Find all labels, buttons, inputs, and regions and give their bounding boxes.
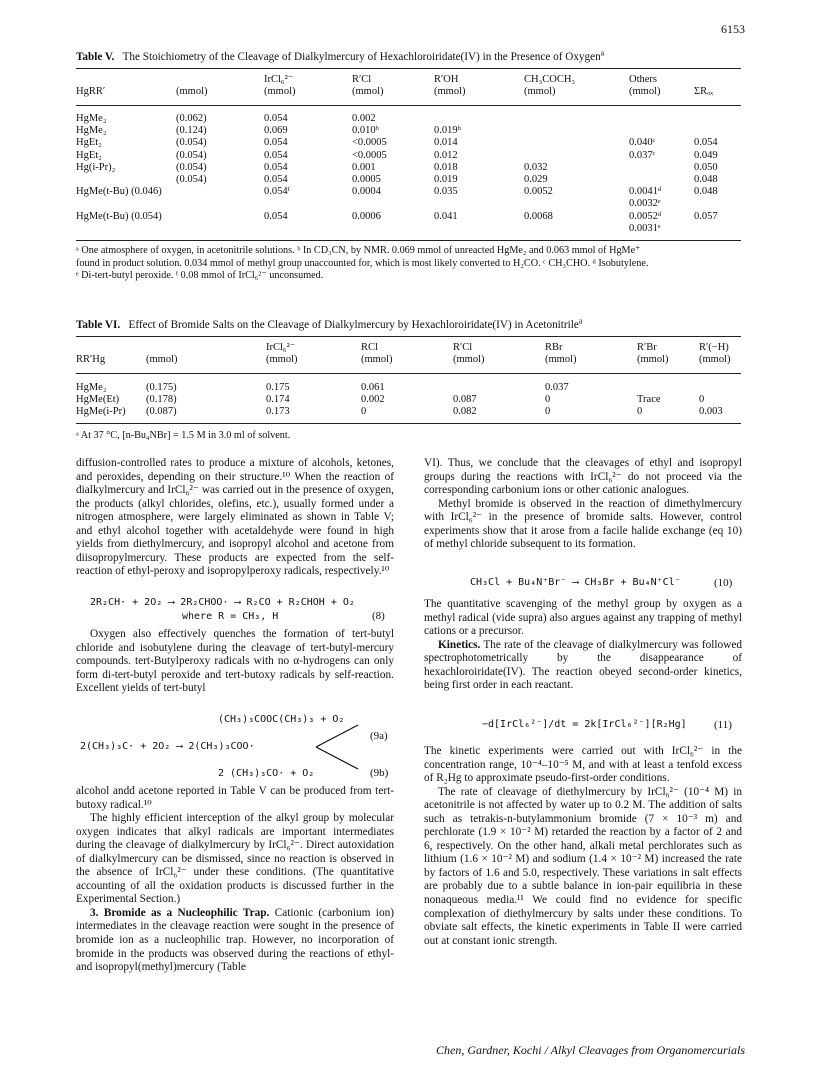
table5-header-cell: (mmol) <box>176 86 208 98</box>
table-cell: 0.0006 <box>352 210 381 222</box>
table6-header-cell: (mmol) <box>146 354 178 366</box>
equation-8-line2: where R = CH₃, H <box>182 611 279 622</box>
table6-header-cell: R′(−H) <box>699 342 729 353</box>
table-cell: 0.002 <box>352 113 376 124</box>
table-cell: HgMe₂ <box>76 382 107 393</box>
table-cell <box>264 198 352 210</box>
table6-label: Table VI. <box>76 319 121 331</box>
table-cell: 0.061 <box>361 382 385 393</box>
table-cell: HgMe₂ <box>76 125 107 137</box>
table-cell: 0.001 <box>352 161 376 173</box>
table-cell: 0.082 <box>453 406 477 418</box>
table-cell: HgMe(t-Bu) (0.054) <box>76 210 162 222</box>
table-cell: 0.173 <box>266 406 290 418</box>
table-cell: 0.054 <box>694 137 718 149</box>
table-cell: HgMe(Et) <box>76 394 120 406</box>
table6 <box>76 342 741 366</box>
right-column <box>424 457 742 552</box>
table-cell <box>524 125 629 137</box>
table5-header-cell: ΣRₒₓ <box>694 86 714 98</box>
table6-header-cell <box>146 342 266 354</box>
section-heading-bromide: 3. Bromide as a Nucleophilic Trap. <box>90 906 270 919</box>
table6-title-sup: a <box>578 316 583 326</box>
running-footer: Chen, Gardner, Kochi / Alkyl Cleavages from Organomercurials <box>436 1043 745 1057</box>
table-row <box>76 394 741 406</box>
table-cell <box>453 382 545 394</box>
table-cell <box>76 198 176 210</box>
table-cell: 0.0032ᵉ <box>629 198 661 210</box>
table5-header-cell: (mmol) <box>629 86 661 98</box>
table-row <box>76 186 741 198</box>
table-cell <box>699 382 741 394</box>
table6-header-row-bottom <box>76 354 741 366</box>
table-cell <box>176 186 264 198</box>
table-cell <box>524 223 629 235</box>
table-row <box>76 125 741 137</box>
table-row <box>76 382 741 394</box>
right-paragraph-6: The rate of cleavage of diethylmercury by IrCl₆²⁻ (10⁻⁴ M) in acetonitrile is not affected by water up to 0.2 M. The addition of salts such as tetrakis-n-butylammonium bromide (7 × 10⁻³ m) and perchlorate (1.9 × 10⁻² M) retarded the reaction by a factor of 2 and 6, respectively. On the other hand, alkali metal perchlorates such as lithium (1.6 × 10⁻² M) and sodium (1.4 × 10⁻² M) increased the rate by factors of 1.6 and 5.0, respectively. These variations in salt effects are probably due to a subtle balance in ion-pair equilibria in these nonaqueous media.¹¹ We could find no evidence for specific complexation of diethylmercury by salts under these conditions. To obviate salt effects, the kinetic experiments in Table II were carried out at constant ionic strength. <box>424 785 742 947</box>
table6-header-cell: (mmol) <box>637 354 669 366</box>
table-cell: 0 <box>545 394 551 406</box>
table-cell: 0.069 <box>264 125 288 137</box>
table-cell <box>524 113 629 125</box>
table6-header-rule <box>76 373 741 374</box>
table6-title: Effect of Bromide Salts on the Cleavage of Dialkylmercury by Hexachloroiridate(IV) in Acetonitrile <box>128 319 579 331</box>
table-cell: 0.010ᵇ <box>352 125 379 137</box>
table-cell <box>694 223 741 235</box>
table6-header-cell: (mmol) <box>361 354 393 366</box>
table6-bottom-rule <box>76 423 741 424</box>
table-cell: 0.054 <box>264 161 288 173</box>
table-cell: 0 <box>699 394 705 406</box>
table-cell: 0.0052ᵈ <box>629 210 662 222</box>
table-cell <box>434 113 524 125</box>
table-cell: 0.0041ᵈ <box>629 186 662 198</box>
table-cell: <0.0005 <box>352 137 387 149</box>
table-cell: 0 <box>361 406 367 418</box>
table-cell: 0.040ᶜ <box>629 137 656 149</box>
table6-header-cell: R′Cl <box>453 342 473 353</box>
equation-11-number: (11) <box>714 719 732 731</box>
table-cell <box>629 113 694 125</box>
table-row <box>76 211 741 223</box>
table5-header-cell: HgRR′ <box>76 86 106 98</box>
left-paragraph-1: diffusion-controlled rates to produce a mixture of alcohols, ketones, and peroxides, depending on their structure.¹⁰ When the reaction of dialkylmercury and IrCl₆²⁻ was carried out in the presence of oxygen, the products (alkyl chlorides, olefins, etc.), usually formed under a nitrogen atmosphere, were largely eliminated as shown in Table V; and ethyl alcohol together with acetaldehyde were found in high yields from diethylmercury, and isopropyl alcohol and acetone from diisopropylmercury. These products are expected from the self-reaction of ethyl-peroxy and isopropylperoxy radicals, respectively.¹⁰ <box>76 457 394 578</box>
table-cell: 0.037ᶜ <box>629 149 656 161</box>
table6-header-cell: RBr <box>545 342 563 353</box>
table-cell: 0.014 <box>434 137 458 149</box>
left-paragraph-5 <box>76 907 394 975</box>
equation-9b-number: (9b) <box>370 767 389 779</box>
left-paragraph-4: The highly efficient interception of the alkyl group by molecular oxygen indicates that alkyl radicals are important intermediates during the cleavage of dialkylmercury by IrCl₆²⁻. Direct autoxidation of dialkylmercury can be dismissed, since no reaction is observed in the absence of IrCl₆²⁻ under these conditions. (The quantitative accounting of all the oxidation products is discussed further in the Experimental Section.) <box>76 812 394 906</box>
table-cell: 0.018 <box>434 161 458 173</box>
table-cell <box>637 382 699 394</box>
table-cell: 0 <box>637 406 643 418</box>
table-cell: (0.054) <box>176 161 207 173</box>
table-cell: 0.019 <box>434 174 458 186</box>
table5-header-cell: Others <box>629 74 657 85</box>
table-cell <box>524 137 629 149</box>
table-cell: (0.054) <box>176 149 207 161</box>
table-cell <box>524 150 629 162</box>
table-cell: HgMe(i-Pr) <box>76 406 126 418</box>
table-row <box>76 150 741 162</box>
table-cell: (0.178) <box>146 394 177 406</box>
equation-11: −d[IrCl₆²⁻]/dt = 2k[IrCl₆²⁻][R₂Hg] <box>482 719 687 730</box>
table-row <box>76 137 741 149</box>
left-paragraph-2-wrap <box>76 628 394 696</box>
table-row <box>76 174 741 186</box>
table5-bottom-rule <box>76 240 741 241</box>
table-cell: 0.054 <box>264 174 288 186</box>
page-number: 6153 <box>721 22 745 36</box>
table5-label: Table V. <box>76 51 115 63</box>
table5-footnote-3: ᵉ Di-tert-butyl peroxide. ᶠ 0.08 mmol of IrCl₆²⁻ unconsumed. <box>76 270 324 282</box>
table-cell <box>694 198 741 210</box>
table-cell: 0.002 <box>361 394 385 406</box>
table5-header-cell: CH₃COCH₃ <box>524 74 576 85</box>
equation-10: CH₃Cl + Bu₄N⁺Br⁻ ⟶ CH₃Br + Bu₄N⁺Cl⁻ <box>470 577 681 588</box>
table-cell <box>434 198 524 210</box>
table-cell: 0.175 <box>266 382 290 393</box>
right-column-lower <box>424 745 742 948</box>
table-row <box>76 113 741 125</box>
table-cell: 0.032 <box>524 161 548 173</box>
table-cell: (0.175) <box>146 382 177 393</box>
table-cell <box>694 125 741 137</box>
table5-caption <box>76 50 604 64</box>
table-cell <box>434 223 524 235</box>
section-heading-kinetics: Kinetics. <box>438 638 481 651</box>
table-cell <box>76 174 176 186</box>
table6-footnote: ᵃ At 37 °C, [n-Bu₄NBr] = 1.5 M in 3.0 ml of solvent. <box>76 430 291 441</box>
right-paragraph-4-text: The rate of the cleavage of dialkylmercury was followed spectrophotometrically by the disappearance of hexachloroiridate(IV). The reaction obeyed second-order kinetics, being first order in each reactant. <box>424 638 742 692</box>
right-paragraph-2: Methyl bromide is observed in the reaction of dimethylmercury with IrCl₆²⁻ in the presence of bromide salts. However, control experiments show that it arose from a facile halide exchange (eq 10) of methyl chloride subsequent to its formation. <box>424 497 742 551</box>
table-cell: Hg(i-Pr)₂ <box>76 161 116 173</box>
right-paragraph-1: VI). Thus, we conclude that the cleavages of ethyl and isopropyl groups during the reactions with IrCl₆²⁻ do not proceed via the corresponding carbonium ions or other cationic analogues. <box>424 457 742 497</box>
table6-header-row-top <box>76 342 741 354</box>
table-cell: 0.049 <box>694 149 718 161</box>
table5 <box>76 74 741 98</box>
table-cell <box>524 198 629 210</box>
table5-header-rule <box>76 105 741 106</box>
table-cell <box>176 223 264 235</box>
table5-body <box>76 113 741 235</box>
table6-header-cell: (mmol) <box>266 354 298 366</box>
table5-header-cell: IrCl₆²⁻ <box>264 74 294 85</box>
table-cell <box>176 211 264 223</box>
table6-header-cell: (mmol) <box>699 354 731 366</box>
table-cell <box>694 113 741 125</box>
table-cell: 0.054 <box>264 137 288 149</box>
table-cell: HgMe(t-Bu) (0.046) <box>76 186 162 198</box>
table-cell: 0.0031ᵉ <box>629 222 661 234</box>
table5-header-cell: R′Cl <box>352 74 372 85</box>
left-column-lower <box>76 785 394 975</box>
table-cell <box>76 223 176 235</box>
table-cell: 0.035 <box>434 186 458 198</box>
table-cell: 0.050 <box>694 161 718 173</box>
equation-8-line1: 2R₂CH· + 2O₂ ⟶ 2R₂CHOO· ⟶ R₂CO + R₂CHOH + O₂ <box>90 597 355 608</box>
table-cell: 0.037 <box>545 382 569 393</box>
table-cell <box>629 162 694 174</box>
table-cell: 0.054 <box>264 149 288 161</box>
table-cell <box>352 223 434 235</box>
left-paragraph-2: Oxygen also effectively quenches the formation of tert-butyl chloride and isobutylene during the cleavage of tert-butyl-mercury compounds. tert-Butylperoxy radicals with no α-hydrogens can only form di-tert-butyl peroxide and tert-butoxy radicals by self-reaction. Excellent yields of tert-butyl <box>76 628 394 695</box>
table-cell: Trace <box>637 394 661 406</box>
table6-top-rule <box>76 336 741 337</box>
table-cell: 0.0004 <box>352 186 381 198</box>
table6-header-cell <box>76 342 146 354</box>
table-cell: 0.087 <box>453 394 477 406</box>
table-cell: 0.0052 <box>524 186 553 198</box>
table-cell: 0.054 <box>264 113 288 124</box>
table-cell: 0.041 <box>434 210 458 222</box>
table6-header-cell: IrCl₆²⁻ <box>266 342 296 353</box>
table-cell: HgEt₂ <box>76 137 102 149</box>
equation-8-number: (8) <box>372 610 385 622</box>
left-paragraph-3: alcohol andd acetone reported in Table V can be produced from tert-butoxy radical.¹⁰ <box>76 785 394 811</box>
table5-top-rule <box>76 68 741 69</box>
table6-caption <box>76 318 582 332</box>
table-cell: (0.062) <box>176 113 207 124</box>
table5-footnote-1: ᵃ One atmosphere of oxygen, in acetonitrile solutions. ᵇ In CD₃CN, by NMR. 0.069 mmol of unreacted HgMe₂ and 0.063 mmol of HgMe⁺ <box>76 245 641 256</box>
equation-9-left: 2(CH₃)₃C· + 2O₂ ⟶ 2(CH₃)₃COO· <box>80 741 255 752</box>
table-cell: 0 <box>545 406 551 418</box>
table5-header-cell: (mmol) <box>264 86 296 98</box>
table6-header-cell: RCl <box>361 342 378 353</box>
table-row <box>76 198 741 210</box>
table5-header-cell <box>694 74 741 86</box>
table5-header-row-top <box>76 74 741 86</box>
table6-header-cell: (mmol) <box>545 354 577 366</box>
equation-9-top: (CH₃)₃COOC(CH₃)₃ + O₂ <box>218 714 345 725</box>
table-row <box>76 162 741 174</box>
table-cell: (0.054) <box>176 137 207 149</box>
table-cell: 0.048 <box>694 174 718 186</box>
table-cell: <0.0005 <box>352 149 387 161</box>
table5-header-cell: (mmol) <box>524 86 556 98</box>
table-cell <box>264 223 352 235</box>
equation-9-branch-arrows <box>314 722 370 772</box>
table5-header-cell <box>76 74 176 86</box>
table6-header-cell: R′Br <box>637 342 657 353</box>
table-cell: 0.0068 <box>524 210 553 222</box>
table5-footnote-2: found in product solution. 0.034 mmol of methyl group unaccounted for, which is most likely converted to H₂CO. ᶜ CH₃CHO. ᵈ Isobutylene. <box>76 257 649 269</box>
table-cell: HgEt₂ <box>76 149 102 161</box>
table-cell <box>629 125 694 137</box>
table5-title-sup: a <box>600 48 605 58</box>
table-cell: (0.054) <box>176 174 207 186</box>
table-row <box>76 406 741 418</box>
table-cell: 0.003 <box>699 406 723 418</box>
left-column <box>76 457 394 579</box>
table6-body <box>76 382 741 419</box>
right-paragraph-5: The kinetic experiments were carried out with IrCl₆²⁻ in the concentration range, 10⁻⁴–10⁻⁵ M, and with at least a tenfold excess of R₂Hg to approximate pseudo-first-order conditions. <box>424 745 742 785</box>
table5-header-row-bottom <box>76 86 741 98</box>
table-cell <box>352 198 434 210</box>
equation-9-bottom: 2 (CH₃)₃CO· + O₂ <box>218 768 315 779</box>
table6-header-cell: RR′Hg <box>76 354 106 366</box>
table-cell: HgMe₂ <box>76 113 107 124</box>
table5-header-cell <box>176 74 264 86</box>
equation-9a-number: (9a) <box>370 730 388 742</box>
right-paragraph-4 <box>424 639 742 693</box>
table-cell: 0.174 <box>266 394 290 406</box>
right-column-middle <box>424 598 742 693</box>
table-cell: 0.048 <box>694 186 718 198</box>
right-paragraph-3: The quantitative scavenging of the methyl group by oxygen as a methyl radical (vide supra) also argues against any trapping of methyl cations or a precursor. <box>424 598 742 638</box>
table-cell: (0.124) <box>176 125 207 137</box>
table-cell: 0.057 <box>694 210 718 222</box>
table-cell: 0.019ᵇ <box>434 125 461 137</box>
table5-title: The Stoichiometry of the Cleavage of Dialkylmercury of Hexachloroiridate(IV) in the Presence of Oxygen <box>122 51 601 63</box>
table5-header-cell: R′OH <box>434 74 459 85</box>
table6-header-cell: (mmol) <box>453 354 485 366</box>
table-row <box>76 223 741 235</box>
table5-footnotes <box>76 245 741 283</box>
table-cell: 0.012 <box>434 149 458 161</box>
table-cell: 0.054ᶠ <box>264 186 290 198</box>
table-cell: 0.054 <box>264 210 288 222</box>
table5-header-cell: (mmol) <box>352 86 384 98</box>
table-cell <box>629 174 694 186</box>
table-cell: 0.0005 <box>352 174 381 186</box>
table-cell: (0.087) <box>146 406 177 418</box>
equation-10-number: (10) <box>714 577 733 589</box>
table-cell <box>176 198 264 210</box>
left-paragraph-5-text: Cationic (carbonium ion) intermediates in the cleavage reaction were sought in the presence of bromide ion as a nucleophilic trap. However, no incorporation of bromide in the products was observed during the reactions of ethyl- and isopropyl(methyl)mercury (Table <box>76 906 395 974</box>
table5-header-cell: (mmol) <box>434 86 466 98</box>
table-cell: 0.029 <box>524 174 548 186</box>
